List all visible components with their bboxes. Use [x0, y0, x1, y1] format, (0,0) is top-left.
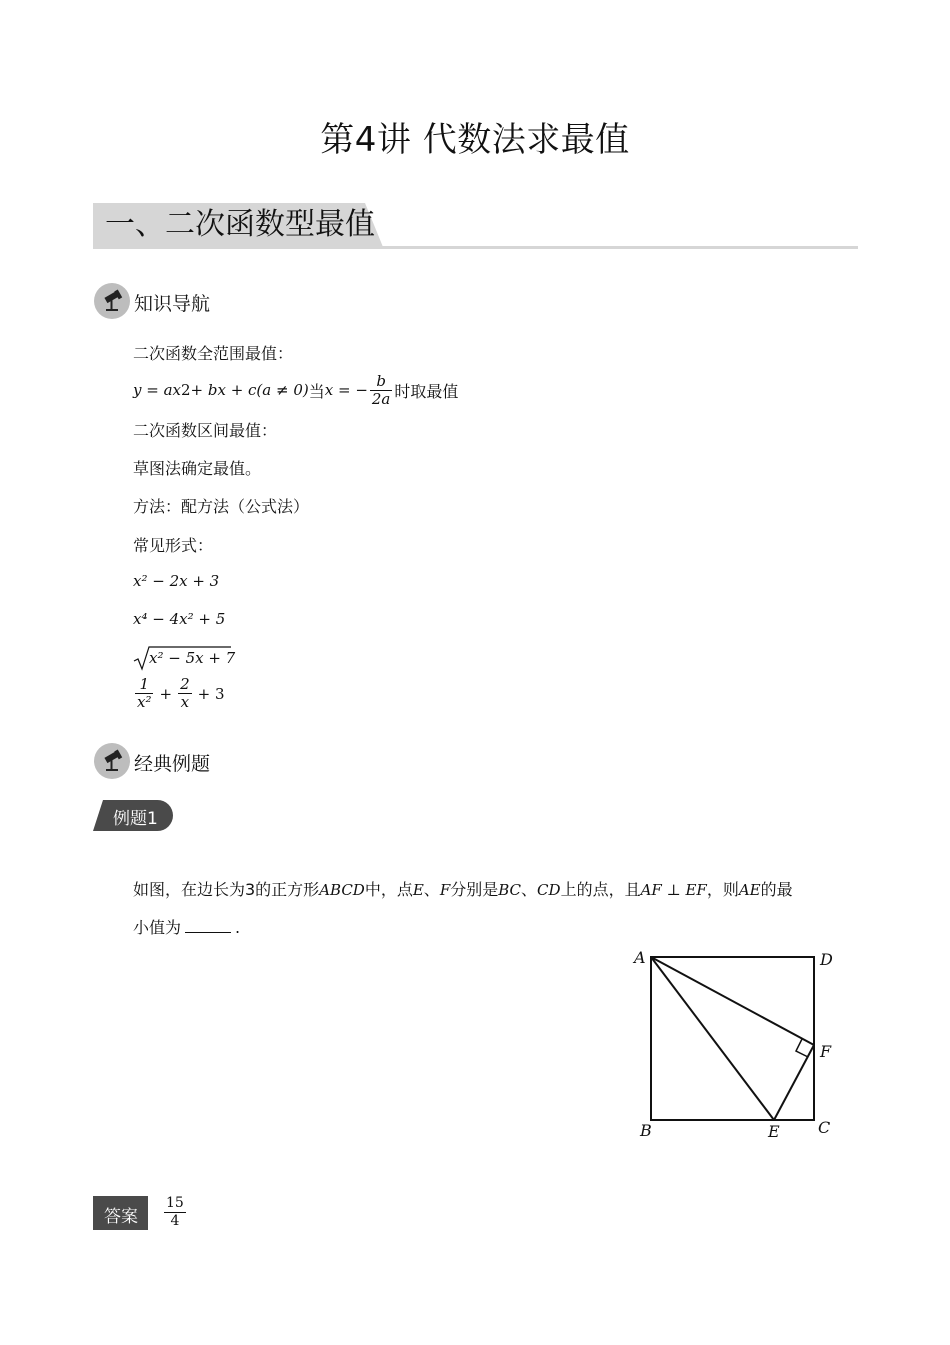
formula-when: 当 [308, 381, 325, 401]
section-heading: 一、二次函数型最值 [105, 207, 375, 242]
examples-label: 经典例题 [134, 753, 211, 775]
label-e: E [768, 1122, 780, 1141]
square-abcd [651, 957, 814, 1120]
answer-blank [185, 918, 231, 933]
formula-rest: + bx + c(a ≠ 0) [190, 381, 309, 399]
knowledge-line-1: 二次函数全范围最值： [133, 344, 294, 363]
page-title: 第4讲 代数法求最值 [320, 120, 630, 160]
label-d: D [820, 950, 833, 969]
formula-take-max: 时取最值 [394, 381, 459, 401]
formula-x-eq: x = − [324, 381, 368, 399]
label-f: F [820, 1042, 832, 1061]
knowledge-line-6: 常见形式： [133, 536, 214, 555]
answer-value: $\frac{15}{4}$ [166, 1195, 184, 1229]
vertex-formula: y = ax 2 + bx + c(a ≠ 0) 当 x = − $\frac{b}{2a}$ 时取最值 [133, 371, 459, 408]
example-tag-label: 例题1 [113, 809, 158, 829]
vertex-fraction: $\frac{b}{2a}$ [371, 371, 391, 408]
knowledge-line-5: 方法：配方法（公式法） [133, 497, 310, 516]
knowledge-line-3: 二次函数区间最值： [133, 421, 278, 440]
knowledge-line-4: 草图法确定最值。 [133, 459, 262, 478]
form-1: x² − 2x + 3 [133, 572, 220, 590]
form-4: $\frac{1}{\text{x²}}$ + $\frac{2}{x}$ + 3 [137, 675, 225, 711]
telescope-icon [94, 283, 130, 319]
label-b: B [640, 1121, 652, 1140]
segment-af [651, 957, 814, 1045]
telescope-icon [94, 743, 130, 779]
question-line-1: 如图，在边长为3的正方形ABCD中，点E、F分别是BC、CD上的点，且AF ⊥ EF，则AE的最 [133, 880, 793, 899]
knowledge-nav-label: 知识导航 [134, 293, 211, 315]
section-underline [93, 246, 858, 249]
formula-lhs: y = ax [133, 381, 181, 399]
label-c: C [818, 1118, 831, 1137]
segment-ae [651, 957, 774, 1120]
question-line-2: 小值为 . [133, 918, 241, 937]
label-a: A [634, 948, 646, 967]
square-figure [630, 945, 840, 1145]
answer-tag-label: 答案 [104, 1207, 138, 1227]
form-2: x⁴ − 4x² + 5 [133, 610, 226, 628]
